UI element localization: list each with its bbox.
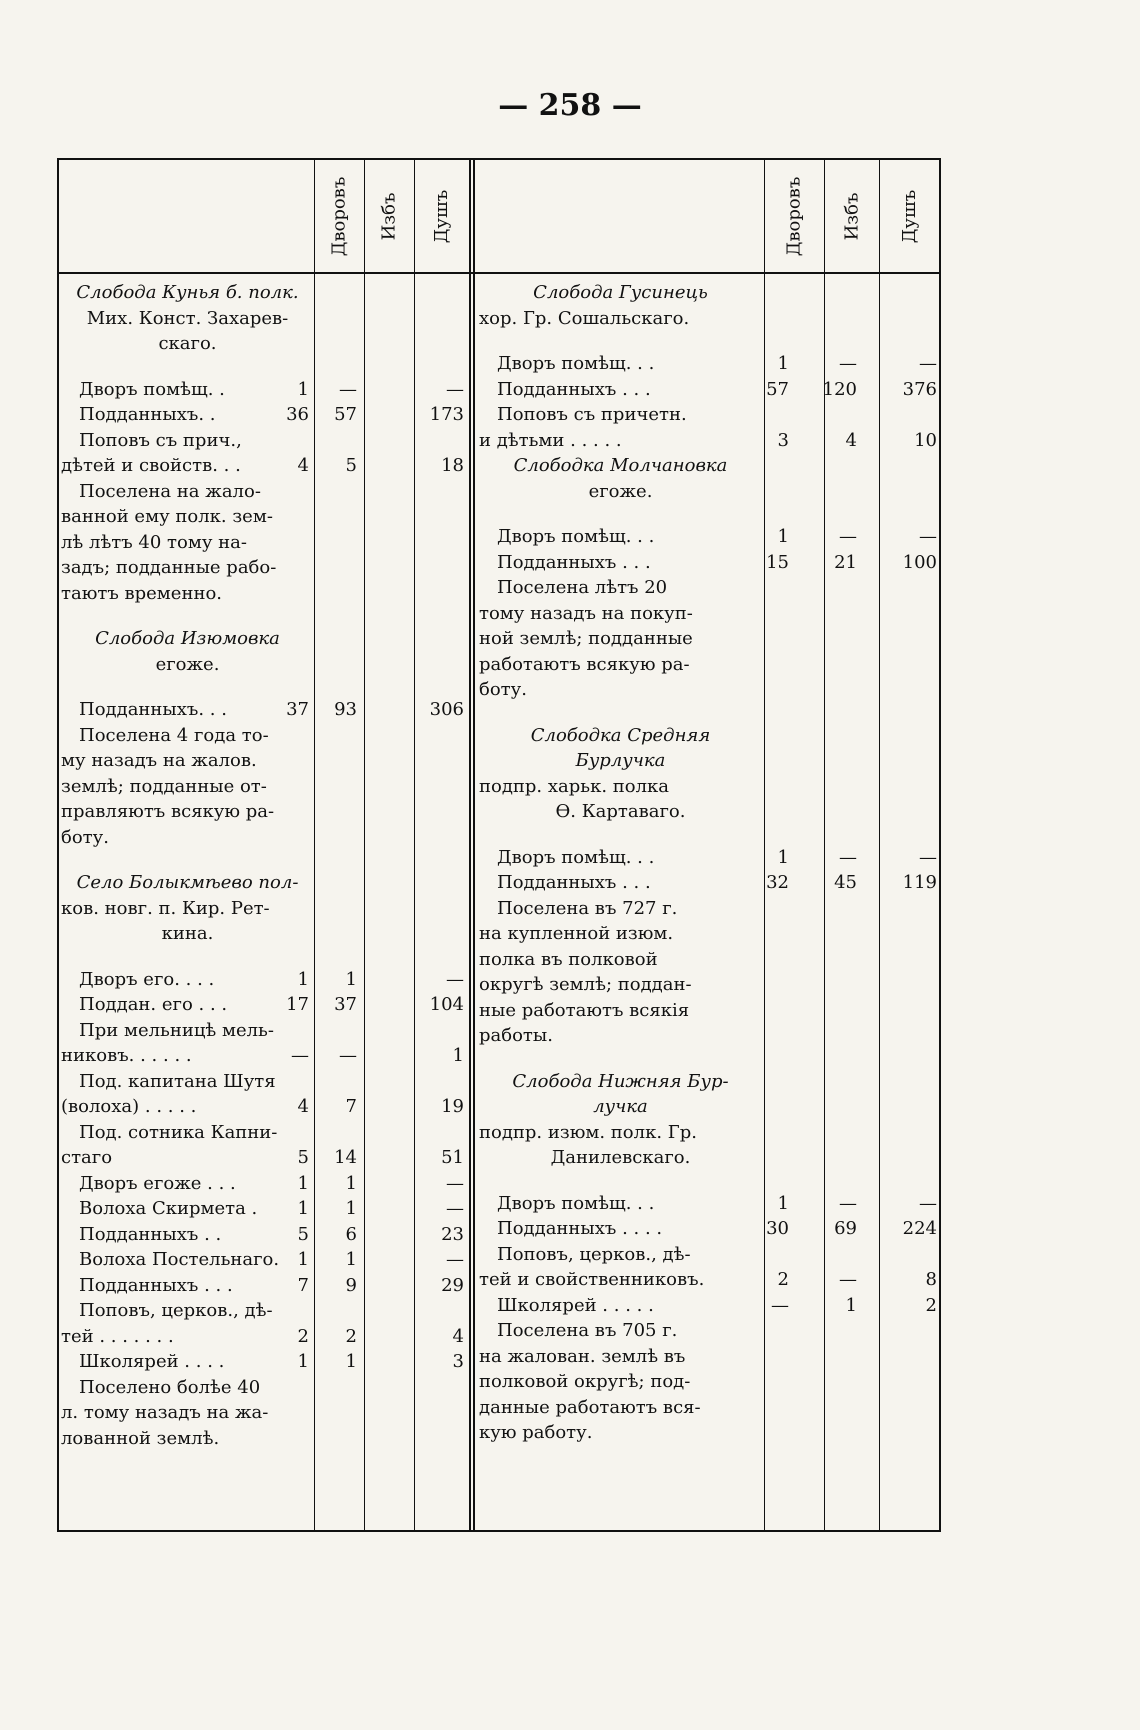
table-row	[479, 428, 941, 454]
table-row	[61, 1324, 471, 1350]
entry-text: Школярей . . . . .	[497, 1294, 654, 1316]
entry-text: л. тому назадъ на жа-	[61, 1402, 269, 1423]
count-dush: —	[919, 353, 937, 374]
table-row	[61, 723, 471, 749]
count-dvorov: 1	[297, 1172, 309, 1194]
table-row	[61, 921, 471, 947]
entry-text: му назадъ на жалов.	[61, 750, 257, 771]
right-column	[479, 280, 941, 1446]
table-row	[61, 1196, 471, 1222]
settlement-title: Бурлучка	[575, 750, 666, 771]
count-dvorov: 30	[766, 1218, 789, 1239]
count-dvorov: 2	[297, 1325, 309, 1347]
settlement-title: Слободка Средняя	[530, 724, 711, 746]
table-row	[479, 280, 941, 306]
entry-text: Поселена 4 года то-	[79, 724, 269, 746]
table-row	[479, 453, 941, 479]
table-row	[479, 972, 941, 998]
table-row	[61, 479, 471, 505]
count-izb: 21	[834, 551, 857, 573]
count-izb: 1	[345, 1198, 357, 1219]
settlement-title: Слобода Изюмовка	[95, 628, 280, 649]
count-dush: —	[919, 526, 937, 547]
spacer	[479, 504, 941, 524]
table-row	[479, 1242, 941, 1268]
count-dvorov: 1	[297, 968, 309, 990]
entry-text: Поповъ съ прич.,	[79, 429, 242, 451]
count-izb: —	[339, 1045, 357, 1066]
table-row	[61, 1247, 471, 1273]
table-row	[479, 402, 941, 428]
table-row	[61, 306, 471, 332]
table-row	[61, 1171, 471, 1197]
table-row	[479, 870, 941, 896]
entry-text: округѣ землѣ; поддан-	[479, 974, 692, 995]
header-dush-right: Душъ	[899, 189, 921, 243]
table-row	[61, 825, 471, 851]
spacer	[61, 606, 471, 626]
count-dvorov: 1	[777, 846, 789, 868]
count-dush: 29	[441, 1274, 464, 1296]
entry-text: никовъ. . . . . .	[61, 1045, 192, 1066]
table-row	[61, 331, 471, 357]
table-row	[479, 1420, 941, 1446]
table-row	[61, 870, 471, 896]
count-izb: 6	[345, 1223, 357, 1245]
count-dush: 104	[429, 994, 464, 1015]
spacer	[479, 1171, 941, 1191]
table-row	[479, 550, 941, 576]
count-izb: 1	[345, 1351, 357, 1372]
entry-text: боту.	[479, 679, 527, 700]
entry-text: Поповъ, церков., дѣ-	[79, 1300, 273, 1321]
table-row	[479, 575, 941, 601]
count-dvorov: 2	[777, 1269, 789, 1290]
table-row	[61, 530, 471, 556]
settlement-title: Слобода Нижняя Бур-	[512, 1070, 729, 1092]
entry-text: и дѣтьми . . . . .	[479, 429, 622, 451]
count-dvorov: 1	[297, 1249, 309, 1270]
entry-text: подпр. харьк. полка	[479, 775, 670, 797]
entry-text: Поселена въ 705 г.	[497, 1320, 678, 1341]
table-row	[61, 1145, 471, 1171]
table-row	[61, 1094, 471, 1120]
table-row	[479, 1191, 941, 1217]
count-dvorov: 5	[297, 1223, 309, 1245]
page-number: — 258 —	[498, 88, 642, 123]
table-row	[479, 1395, 941, 1421]
table-row	[479, 998, 941, 1024]
entry-text: Дворъ помѣщ. . .	[497, 353, 655, 374]
table-row	[479, 1120, 941, 1146]
entry-text: подпр. изюм. полк. Гр.	[479, 1121, 697, 1143]
entry-text: Подданныхъ. . .	[79, 699, 227, 720]
entry-text: ной землѣ; подданные	[479, 628, 693, 649]
count-izb: —	[839, 526, 857, 547]
entry-text: Школярей . . . .	[79, 1351, 225, 1372]
count-izb: —	[339, 378, 357, 400]
count-izb: —	[839, 1269, 857, 1290]
table-row	[479, 479, 941, 505]
table-row	[479, 1369, 941, 1395]
entry-text: таютъ временно.	[61, 582, 223, 604]
count-dush: 4	[452, 1325, 464, 1347]
count-izb: 1	[845, 1294, 857, 1316]
entry-text: егоже.	[155, 653, 220, 675]
settlement-title: Село Болыкмѣево пол-	[76, 872, 299, 893]
settlement-title: лучка	[593, 1096, 648, 1117]
count-dush: 19	[441, 1096, 464, 1117]
entry-text: Мих. Конст. Захарев-	[86, 307, 289, 329]
table-row	[479, 845, 941, 871]
entry-text: правляютъ всякую ра-	[61, 801, 275, 822]
count-dvorov: —	[771, 1294, 789, 1316]
entry-text: хор. Гр. Сошальскаго.	[479, 307, 690, 329]
count-dush: —	[446, 1198, 464, 1219]
header-izb-left: Избъ	[378, 192, 400, 240]
count-izb: 1	[345, 1249, 357, 1270]
spacer	[479, 1049, 941, 1069]
count-izb: 93	[334, 699, 357, 720]
table-row	[61, 280, 471, 306]
table-row	[479, 1267, 941, 1293]
table-row	[61, 1018, 471, 1044]
entry-text: Под. сотника Капни-	[79, 1121, 278, 1143]
entry-text: лѣ лѣтъ 40 тому на-	[61, 531, 247, 553]
table-row	[479, 1293, 941, 1319]
entry-text: ванной ему полк. зем-	[61, 506, 273, 527]
settlement-title: Слободка Молчановка	[513, 455, 728, 476]
count-dvorov: 57	[766, 378, 789, 400]
entry-text: Ѳ. Картаваго.	[555, 801, 686, 822]
count-dvorov: 15	[766, 551, 789, 573]
table-row	[479, 1069, 941, 1095]
count-izb: 1	[345, 968, 357, 990]
count-izb: 1	[345, 1172, 357, 1194]
count-dush: 10	[914, 429, 937, 451]
count-dvorov: 32	[766, 872, 789, 893]
header-dush-left: Душъ	[430, 189, 452, 243]
entry-text: (волоха) . . . . .	[61, 1096, 197, 1117]
count-izb: 120	[822, 378, 857, 400]
entry-text: Поселено болѣе 40	[79, 1376, 261, 1398]
entry-text: егоже.	[588, 480, 653, 502]
count-izb: 14	[334, 1147, 357, 1168]
table-row	[479, 1344, 941, 1370]
table-row	[479, 626, 941, 652]
entry-text: Дворъ его. . . .	[79, 968, 215, 990]
table-row	[61, 1222, 471, 1248]
entry-text: тей . . . . . . .	[61, 1325, 174, 1347]
spacer	[479, 703, 941, 723]
count-dvorov: 4	[297, 455, 309, 476]
entry-text: задъ; подданные рабо-	[61, 557, 277, 578]
settlement-title: Слобода Кунья б. полк.	[76, 282, 299, 303]
count-dush: 306	[429, 699, 464, 720]
count-izb: 57	[334, 404, 357, 425]
table-row	[479, 677, 941, 703]
count-dush: —	[446, 1172, 464, 1194]
entry-text: Дворъ помѣщ. . .	[497, 846, 655, 868]
count-izb: 4	[845, 429, 857, 451]
count-dvorov: 5	[297, 1147, 309, 1168]
count-dvorov: 36	[286, 404, 309, 425]
entry-text: работы.	[479, 1025, 553, 1046]
entry-text: полковой округѣ; под-	[479, 1371, 691, 1392]
table-row	[61, 581, 471, 607]
entry-text: кина.	[161, 923, 214, 944]
entry-text: Поселена въ 727 г.	[497, 897, 678, 919]
table-row	[61, 453, 471, 479]
table-row	[479, 601, 941, 627]
table-row	[479, 1023, 941, 1049]
table-row	[61, 1349, 471, 1375]
spacer	[61, 357, 471, 377]
entry-text: боту.	[61, 826, 109, 848]
count-izb: —	[839, 846, 857, 868]
count-izb: 7	[345, 1096, 357, 1117]
count-dush: 173	[429, 404, 464, 425]
spacer	[479, 825, 941, 845]
spacer	[61, 850, 471, 870]
spacer	[61, 677, 471, 697]
entry-text: ков. новг. п. Кир. Рет-	[61, 897, 270, 919]
table-row	[61, 1298, 471, 1324]
table-row	[61, 1273, 471, 1299]
count-dvorov: 3	[777, 429, 789, 451]
census-table	[57, 158, 941, 1532]
count-dvorov: 1	[297, 1351, 309, 1372]
settlement-title: Слобода Гусинець	[533, 282, 708, 303]
count-dush: 8	[925, 1269, 937, 1290]
table-row	[479, 1094, 941, 1120]
count-dush: —	[919, 1192, 937, 1214]
table-row	[479, 774, 941, 800]
table-row	[61, 1069, 471, 1095]
entry-text: стаго	[61, 1147, 113, 1168]
count-izb: 5	[345, 455, 357, 476]
table-row	[61, 748, 471, 774]
table-row	[61, 555, 471, 581]
table-row	[61, 992, 471, 1018]
table-row	[479, 921, 941, 947]
count-dush: —	[446, 968, 464, 990]
count-dvorov: 1	[777, 526, 789, 547]
entry-text: лованной землѣ.	[61, 1427, 220, 1449]
entry-text: Волоха Постельнаго.	[79, 1249, 280, 1270]
count-izb: —	[839, 1192, 857, 1214]
count-dvorov: 17	[286, 994, 309, 1015]
count-dush: 119	[902, 872, 937, 893]
entry-text: Подданныхъ . . .	[497, 872, 651, 893]
count-izb: —	[839, 353, 857, 374]
count-dush: 3	[452, 1351, 464, 1372]
table-row	[479, 306, 941, 332]
table-row	[61, 697, 471, 723]
table-row	[61, 1400, 471, 1426]
entry-text: Дворъ егоже . . .	[79, 1172, 236, 1194]
count-dvorov: 1	[297, 1198, 309, 1219]
table-row	[61, 504, 471, 530]
count-dush: 1	[452, 1045, 464, 1066]
spacer	[61, 947, 471, 967]
entry-text: Дворъ помѣщ. .	[79, 378, 225, 400]
count-dush: —	[919, 846, 937, 868]
count-dvorov: —	[291, 1045, 309, 1066]
entry-text: Поселена лѣтъ 20	[497, 577, 668, 598]
entry-text: Поддан. его . . .	[79, 994, 228, 1015]
entry-text: Подданныхъ . . . .	[497, 1218, 663, 1239]
entry-text: дѣтей и свойств. . .	[61, 455, 241, 476]
count-izb: 2	[345, 1325, 357, 1347]
count-dvorov: 7	[297, 1274, 309, 1296]
count-dush: 18	[441, 455, 464, 476]
entry-text: Подданныхъ . . .	[79, 1274, 233, 1296]
table-row	[61, 967, 471, 993]
entry-text: Дворъ помѣщ. . .	[497, 526, 655, 547]
entry-text: Волоха Скирмета .	[79, 1198, 258, 1219]
entry-text: Поселена на жало-	[79, 480, 261, 502]
table-row	[479, 524, 941, 550]
entry-text: Подданныхъ. .	[79, 404, 216, 425]
table-row	[479, 351, 941, 377]
count-dush: —	[446, 1249, 464, 1270]
table-row	[479, 799, 941, 825]
count-dvorov: 4	[297, 1096, 309, 1117]
entry-text: на купленной изюм.	[479, 923, 674, 944]
table-row	[61, 1426, 471, 1452]
entry-text: полка въ полковой	[479, 948, 658, 970]
count-dush: 51	[441, 1147, 464, 1168]
count-izb: 45	[834, 872, 857, 893]
entry-text: на жалован. землѣ въ	[479, 1345, 686, 1367]
entry-text: Под. капитана Шутя	[79, 1070, 276, 1092]
count-dush: 23	[441, 1223, 464, 1245]
entry-text: кую работу.	[479, 1422, 593, 1443]
count-dush: 224	[902, 1218, 937, 1239]
table-row	[61, 1375, 471, 1401]
table-row	[61, 402, 471, 428]
count-dush: 2	[925, 1294, 937, 1316]
entry-text: Подданныхъ . .	[79, 1223, 222, 1245]
entry-text: землѣ; подданные от-	[61, 775, 267, 797]
entry-text: Поповъ съ причетн.	[497, 404, 687, 425]
count-dvorov: 1	[777, 1192, 789, 1214]
table-row	[479, 652, 941, 678]
table-row	[61, 1043, 471, 1069]
header-dvorov-right: Дворовъ	[783, 176, 805, 256]
table-row	[479, 1318, 941, 1344]
entry-text: скаго.	[158, 333, 217, 354]
table-row	[61, 799, 471, 825]
entry-text: тому назадъ на покуп-	[479, 602, 693, 624]
table-row	[61, 377, 471, 403]
entry-text: При мельницѣ мель-	[79, 1019, 274, 1041]
entry-text: Подданныхъ . . .	[497, 378, 651, 400]
table-row	[479, 1145, 941, 1171]
entry-text: Подданныхъ . . .	[497, 551, 651, 573]
table-row	[479, 947, 941, 973]
spacer	[479, 331, 941, 351]
table-row	[479, 896, 941, 922]
table-row	[479, 377, 941, 403]
header-dvorov-left: Дворовъ	[328, 176, 350, 256]
count-dvorov: 37	[286, 699, 309, 720]
entry-text: Данилевскаго.	[550, 1147, 691, 1168]
header-divider	[59, 272, 939, 274]
count-izb: 9	[345, 1274, 357, 1296]
entry-text: Поповъ, церков., дѣ-	[497, 1243, 691, 1265]
entry-text: работаютъ всякую ра-	[479, 653, 690, 675]
table-row	[61, 1120, 471, 1146]
table-row	[479, 723, 941, 749]
count-dvorov: 1	[777, 353, 789, 374]
count-izb: 37	[334, 994, 357, 1015]
entry-text: тей и свойственниковъ.	[479, 1269, 705, 1290]
count-dush: 100	[902, 551, 937, 573]
count-dush: —	[446, 378, 464, 400]
table-row	[479, 1216, 941, 1242]
table-row	[61, 428, 471, 454]
table-row	[61, 896, 471, 922]
header-izb-right: Избъ	[841, 192, 862, 240]
count-izb: 69	[834, 1218, 857, 1239]
left-column	[61, 280, 471, 1451]
entry-text: ные работаютъ всякія	[479, 999, 690, 1021]
count-dvorov: 1	[297, 378, 309, 400]
table-row	[61, 626, 471, 652]
entry-text: данные работаютъ вся-	[479, 1396, 701, 1418]
entry-text: Дворъ помѣщ. . .	[497, 1192, 655, 1214]
table-row	[61, 774, 471, 800]
table-row	[61, 652, 471, 678]
count-dush: 376	[902, 378, 937, 400]
table-row	[479, 748, 941, 774]
